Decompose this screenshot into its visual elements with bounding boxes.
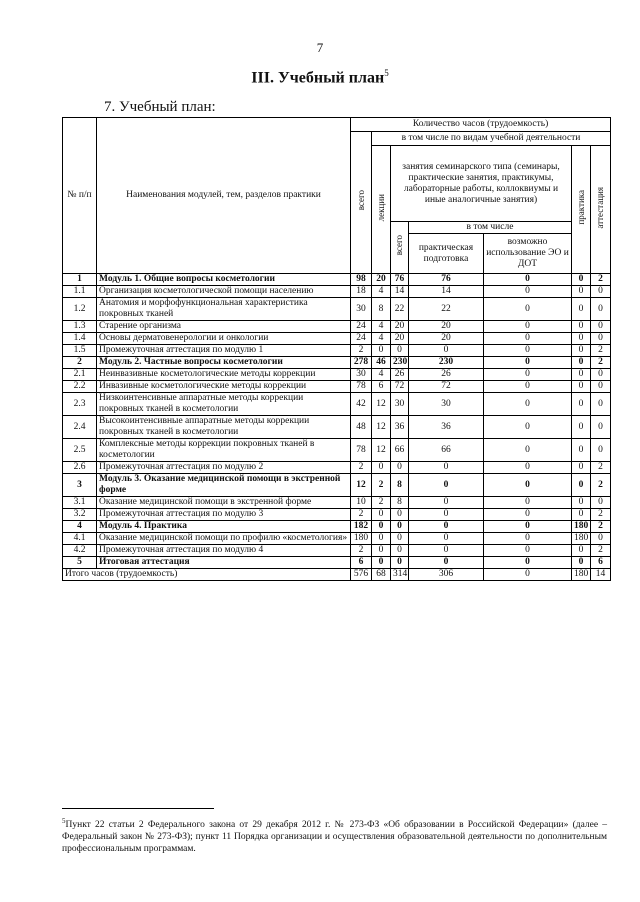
hours-pp: 0: [409, 533, 484, 545]
hours-sem: 22: [391, 298, 409, 321]
hours-pr: 0: [572, 439, 591, 462]
topic-row: [63, 286, 611, 298]
hours-total: 24: [351, 321, 372, 333]
hours-pr: 0: [572, 274, 591, 286]
hours-total: 182: [351, 521, 372, 533]
topic-row: [63, 509, 611, 521]
hours-pr: 0: [572, 369, 591, 381]
hours-sem: 0: [391, 509, 409, 521]
header-seminar: занятия семинарского типа (семинары, практические занятия, практикумы, лабораторные работы, коллоквиумы и иные аналогичные занятия): [391, 146, 572, 222]
row-num: 1.4: [63, 333, 97, 345]
hours-sem: 26: [391, 369, 409, 381]
hours-eo: 0: [484, 462, 572, 474]
hours-sem: 0: [391, 462, 409, 474]
hours-pp: 0: [409, 509, 484, 521]
row-num: 4: [63, 521, 97, 533]
hours-pr: 0: [572, 474, 591, 497]
footnote-mark: 5: [62, 817, 66, 825]
header-name: Наименования модулей, тем, разделов практики: [97, 118, 351, 274]
hours-sem: 8: [391, 474, 409, 497]
topic-row: [63, 393, 611, 416]
topic-row: [63, 381, 611, 393]
hours-total: 10: [351, 497, 372, 509]
hours-att: 0: [591, 298, 611, 321]
hours-att: 6: [591, 557, 611, 569]
hours-total: 98: [351, 274, 372, 286]
hours-eo: 0: [484, 298, 572, 321]
row-num: 3.1: [63, 497, 97, 509]
hours-lect: 0: [372, 521, 391, 533]
hours-lect: 6: [372, 381, 391, 393]
header-attestation: [591, 146, 611, 274]
row-name: Модуль 4. Практика: [97, 521, 351, 533]
hours-total: 42: [351, 393, 372, 416]
hours-eo: 0: [484, 357, 572, 369]
topic-row: [63, 321, 611, 333]
row-num: 2.1: [63, 369, 97, 381]
row-num: 4.2: [63, 545, 97, 557]
footnote-divider: [62, 808, 214, 809]
hours-pp: 0: [409, 521, 484, 533]
hours-total: 30: [351, 298, 372, 321]
header-attestation-text: аттестация: [595, 186, 606, 229]
hours-eo: 0: [484, 321, 572, 333]
hours-lect: 0: [372, 345, 391, 357]
hours-pp: 36: [409, 416, 484, 439]
hours-pp: 0: [409, 557, 484, 569]
hours-att: 0: [591, 416, 611, 439]
row-num: 2.3: [63, 393, 97, 416]
section-title: [0, 68, 640, 87]
hours-sem: 20: [391, 333, 409, 345]
hours-lect: 0: [372, 509, 391, 521]
footnote: [62, 815, 607, 855]
row-num: 3.2: [63, 509, 97, 521]
header-by-type: в том числе по видам учебной деятельности: [372, 132, 611, 146]
hours-total: 24: [351, 333, 372, 345]
row-name: Анатомия и морфофункциональная характеристика покровных тканей: [97, 298, 351, 321]
row-num: 3: [63, 474, 97, 497]
hours-lect: 2: [372, 497, 391, 509]
row-name: Итоговая аттестация: [97, 557, 351, 569]
total-pr: 180: [572, 569, 591, 581]
hours-pp: 14: [409, 286, 484, 298]
hours-total: 278: [351, 357, 372, 369]
total-eo: 0: [484, 569, 572, 581]
hours-att: 0: [591, 497, 611, 509]
hours-pr: 180: [572, 533, 591, 545]
header-practical-training: практическая подготовка: [409, 234, 484, 274]
hours-att: 0: [591, 439, 611, 462]
hours-total: 2: [351, 545, 372, 557]
hours-pr: 0: [572, 509, 591, 521]
hours-eo: 0: [484, 393, 572, 416]
module-row: [63, 521, 611, 533]
hours-sem: 0: [391, 345, 409, 357]
hours-att: 0: [591, 369, 611, 381]
hours-sem: 0: [391, 545, 409, 557]
hours-sem: 76: [391, 274, 409, 286]
hours-att: 0: [591, 286, 611, 298]
topic-row: [63, 497, 611, 509]
hours-pp: 72: [409, 381, 484, 393]
hours-att: 2: [591, 462, 611, 474]
topic-row: [63, 345, 611, 357]
hours-total: 12: [351, 474, 372, 497]
row-num: 2.2: [63, 381, 97, 393]
hours-pp: 0: [409, 545, 484, 557]
hours-eo: 0: [484, 533, 572, 545]
hours-att: 2: [591, 474, 611, 497]
hours-pp: 0: [409, 462, 484, 474]
hours-lect: 12: [372, 439, 391, 462]
curriculum-table: [62, 117, 611, 581]
topic-row: [63, 416, 611, 439]
total-lect: 68: [372, 569, 391, 581]
hours-pp: 66: [409, 439, 484, 462]
row-num: 1.1: [63, 286, 97, 298]
hours-lect: 4: [372, 321, 391, 333]
row-num: 2.6: [63, 462, 97, 474]
hours-pp: 0: [409, 345, 484, 357]
hours-total: 78: [351, 381, 372, 393]
hours-lect: 12: [372, 416, 391, 439]
table-body: [63, 274, 611, 581]
hours-pp: 26: [409, 369, 484, 381]
section-title-text: III. Учебный план: [251, 69, 385, 87]
hours-pp: 20: [409, 321, 484, 333]
hours-lect: 8: [372, 298, 391, 321]
hours-eo: 0: [484, 439, 572, 462]
hours-lect: 0: [372, 533, 391, 545]
hours-lect: 12: [372, 393, 391, 416]
hours-sem: 20: [391, 321, 409, 333]
hours-att: 0: [591, 533, 611, 545]
hours-pp: 76: [409, 274, 484, 286]
hours-sem: 14: [391, 286, 409, 298]
hours-att: 2: [591, 345, 611, 357]
hours-lect: 0: [372, 462, 391, 474]
header-lectures-text: лекции: [375, 193, 386, 222]
row-name: Неинвазивные косметологические методы коррекции: [97, 369, 351, 381]
hours-sem: 230: [391, 357, 409, 369]
hours-lect: 4: [372, 286, 391, 298]
hours-att: 0: [591, 381, 611, 393]
hours-pr: 180: [572, 521, 591, 533]
hours-pr: 0: [572, 557, 591, 569]
module-row: [63, 274, 611, 286]
hours-sem: 66: [391, 439, 409, 462]
hours-total: 180: [351, 533, 372, 545]
header-practice: [572, 146, 591, 274]
topic-row: [63, 333, 611, 345]
hours-lect: 0: [372, 545, 391, 557]
row-num: 4.1: [63, 533, 97, 545]
row-num: 2: [63, 357, 97, 369]
hours-eo: 0: [484, 345, 572, 357]
hours-eo: 0: [484, 274, 572, 286]
total-att: 14: [591, 569, 611, 581]
topic-row: [63, 298, 611, 321]
hours-eo: 0: [484, 521, 572, 533]
row-num: 1: [63, 274, 97, 286]
row-name: Промежуточная аттестация по модулю 2: [97, 462, 351, 474]
hours-sem: 72: [391, 381, 409, 393]
hours-pp: 20: [409, 333, 484, 345]
hours-lect: 0: [372, 557, 391, 569]
topic-row: [63, 462, 611, 474]
row-name: Высокоинтенсивные аппаратные методы коррекции покровных тканей в косметологии: [97, 416, 351, 439]
hours-eo: 0: [484, 369, 572, 381]
header-including: в том числе: [409, 222, 572, 234]
hours-sem: 30: [391, 393, 409, 416]
hours-eo: 0: [484, 509, 572, 521]
hours-total: 78: [351, 439, 372, 462]
hours-pr: 0: [572, 286, 591, 298]
hours-eo: 0: [484, 545, 572, 557]
hours-att: 2: [591, 521, 611, 533]
module-row: [63, 557, 611, 569]
total-sem: 314: [391, 569, 409, 581]
hours-lect: 46: [372, 357, 391, 369]
hours-att: 0: [591, 393, 611, 416]
row-name: Организация косметологической помощи населению: [97, 286, 351, 298]
hours-eo: 0: [484, 497, 572, 509]
header-distance: возможно использование ЭО и ДОТ: [484, 234, 572, 274]
hours-pp: 22: [409, 298, 484, 321]
hours-pr: 0: [572, 545, 591, 557]
hours-lect: 20: [372, 274, 391, 286]
footnote-ref: 5: [384, 68, 389, 78]
row-name: Модуль 3. Оказание медицинской помощи в экстренной форме: [97, 474, 351, 497]
hours-total: 48: [351, 416, 372, 439]
hours-pr: 0: [572, 497, 591, 509]
hours-pr: 0: [572, 333, 591, 345]
totals-label: Итого часов (трудоемкость): [63, 569, 351, 581]
hours-sem: 0: [391, 521, 409, 533]
row-name: Оказание медицинской помощи в экстренной форме: [97, 497, 351, 509]
header-hours-total: Количество часов (трудоемкость): [351, 118, 611, 132]
hours-att: 2: [591, 274, 611, 286]
hours-pp: 230: [409, 357, 484, 369]
row-name: Инвазивные косметологические методы коррекции: [97, 381, 351, 393]
row-name: Старение организма: [97, 321, 351, 333]
total-total: 576: [351, 569, 372, 581]
row-name: Основы дерматовенерологии и онкологии: [97, 333, 351, 345]
hours-lect: 2: [372, 474, 391, 497]
hours-pr: 0: [572, 357, 591, 369]
hours-pr: 0: [572, 393, 591, 416]
row-num: 2.4: [63, 416, 97, 439]
hours-total: 2: [351, 462, 372, 474]
hours-sem: 8: [391, 497, 409, 509]
hours-eo: 0: [484, 416, 572, 439]
module-row: [63, 474, 611, 497]
hours-pp: 30: [409, 393, 484, 416]
hours-att: 2: [591, 357, 611, 369]
hours-att: 2: [591, 545, 611, 557]
hours-sem: 0: [391, 557, 409, 569]
row-num: 5: [63, 557, 97, 569]
row-name: Промежуточная аттестация по модулю 1: [97, 345, 351, 357]
table-header: [63, 118, 611, 274]
topic-row: [63, 369, 611, 381]
header-lectures: [372, 146, 391, 274]
hours-pp: 0: [409, 497, 484, 509]
header-seminar-total: [391, 222, 409, 274]
header-num: № п/п: [63, 118, 97, 274]
hours-pp: 0: [409, 474, 484, 497]
row-name: Оказание медицинской помощи по профилю «косметология»: [97, 533, 351, 545]
row-name: Комплексные методы коррекции покровных тканей в косметологии: [97, 439, 351, 462]
hours-total: 6: [351, 557, 372, 569]
hours-att: 0: [591, 321, 611, 333]
hours-sem: 36: [391, 416, 409, 439]
hours-pr: 0: [572, 321, 591, 333]
hours-pr: 0: [572, 462, 591, 474]
hours-total: 30: [351, 369, 372, 381]
row-num: 2.5: [63, 439, 97, 462]
hours-lect: 4: [372, 333, 391, 345]
topic-row: [63, 533, 611, 545]
hours-pr: 0: [572, 416, 591, 439]
hours-att: 0: [591, 333, 611, 345]
hours-eo: 0: [484, 333, 572, 345]
hours-eo: 0: [484, 557, 572, 569]
hours-total: 2: [351, 509, 372, 521]
hours-pr: 0: [572, 381, 591, 393]
topic-row: [63, 545, 611, 557]
subtitle: 7. Учебный план:: [104, 99, 216, 115]
row-name: Модуль 1. Общие вопросы косметологии: [97, 274, 351, 286]
page-number: 7: [316, 40, 324, 55]
hours-eo: 0: [484, 474, 572, 497]
row-num: 1.5: [63, 345, 97, 357]
header-total: [351, 132, 372, 274]
header-seminar-total-text: всего: [394, 235, 404, 256]
hours-att: 2: [591, 509, 611, 521]
totals-row: [63, 569, 611, 581]
row-name: Модуль 2. Частные вопросы косметологии: [97, 357, 351, 369]
header-practice-text: практика: [575, 190, 586, 225]
row-name: Промежуточная аттестация по модулю 4: [97, 545, 351, 557]
module-row: [63, 357, 611, 369]
row-num: 1.2: [63, 298, 97, 321]
hours-pr: 0: [572, 298, 591, 321]
row-num: 1.3: [63, 321, 97, 333]
hours-sem: 0: [391, 533, 409, 545]
row-name: Низкоинтенсивные аппаратные методы коррекции покровных тканей в косметологии: [97, 393, 351, 416]
hours-eo: 0: [484, 381, 572, 393]
hours-total: 18: [351, 286, 372, 298]
row-name: Промежуточная аттестация по модулю 3: [97, 509, 351, 521]
hours-pr: 0: [572, 345, 591, 357]
hours-eo: 0: [484, 286, 572, 298]
topic-row: [63, 439, 611, 462]
total-pp: 306: [409, 569, 484, 581]
footnote-text: Пункт 22 статьи 2 Федерального закона от 29 декабря 2012 г. № 273-ФЗ «Об образовании в Российской Федерации» (далее – Федеральный закон № 273-ФЗ); пункт 11 Порядка организации и осуществления образовательной деятельности по дополнительным профессиональным программам.: [62, 820, 607, 855]
hours-total: 2: [351, 345, 372, 357]
hours-lect: 4: [372, 369, 391, 381]
header-total-text: всего: [355, 190, 366, 211]
